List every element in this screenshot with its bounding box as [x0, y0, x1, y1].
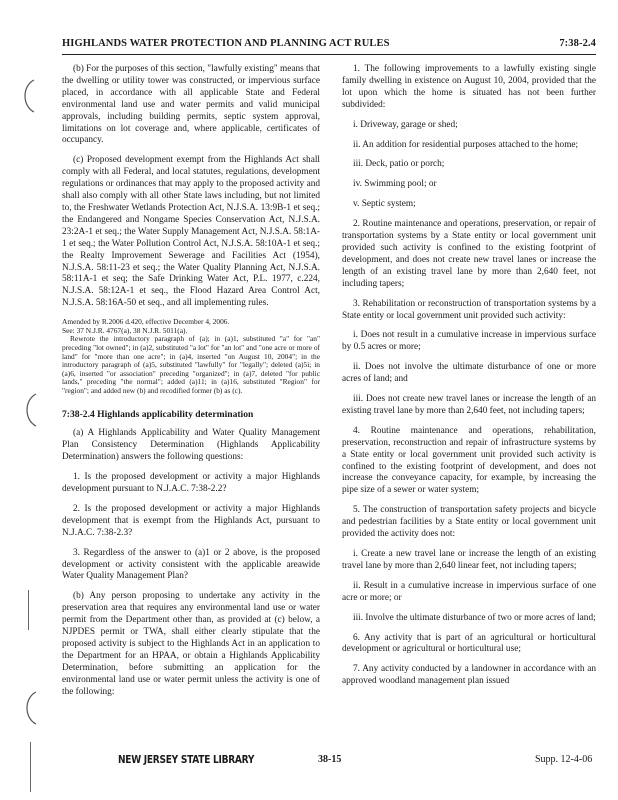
item-4: 4. Routine maintenance and operations, rehabilitation, preservation, reconstruction and repair of infrastructure systems by a State entity or local government unit provided such activity is confined to the existing footprint of development, and does not increase the conveyance capacity, for example, by increasing the pipe size of a sewer or water system; — [342, 425, 596, 496]
item-2: 2. Routine maintenance and operations, preservation, or repair of transportation systems by a State entity or local government unit provided such activity is confined to the existing footprint of development, and does not create new travel lanes or increase the length of an existing travel lane by more than 2,640 feet, not including tapers; — [342, 219, 596, 289]
item-1-ii: ii. An addition for residential purposes attached to the home; — [353, 139, 579, 150]
question-1: 1. Is the proposed development or activity a major Highlands development pursuant to N.J.A.C. 7:38-2.2? — [62, 472, 320, 494]
question-2: 2. Is the proposed development or activity a major Highlands development that is exempt from the Highlands Act, pursuant to N.J.A.C. 7:38-2.3? — [62, 503, 320, 538]
item-1-iv: iv. Swimming pool; or — [353, 179, 437, 190]
item-6: 6. Any activity that is part of an agricultural or horticultural development or agricultural or horticultural use; — [342, 632, 596, 655]
item-3-i: i. Does not result in a cumulative increase in impervious surface by 0.5 acres or more; — [342, 330, 596, 353]
paragraph-a-determination: (a) A Highlands Applicability and Water Quality Management Plan Consistency Determination (Highlands Applicability Determination) answers the following questions: — [62, 428, 320, 463]
item-5-iii: iii. Involve the ultimate disturbance of two or more acres of land; — [353, 612, 596, 623]
scan-edge-line — [28, 590, 29, 630]
amendment-line-1: Amended by R.2006 d.420, effective December 4, 2006. — [62, 317, 230, 327]
item-1: 1. The following improvements to a lawfully existing single family dwelling in existence on August 10, 2004, provided that the lot upon which the home is situated has not been further subdivided: — [342, 64, 596, 110]
question-3: 3. Regardless of the answer to (a)1 or 2 above, is the proposed development or activity consistent with the applicable areawide Water Quality Management Plan? — [62, 547, 320, 582]
section-heading: 7:38-2.4 Highlands applicability determination — [62, 409, 254, 421]
item-1-iii: iii. Deck, patio or porch; — [353, 159, 445, 170]
paragraph-b-permit-requirement: (b) Any person proposing to undertake any activity in the preservation area that requires any environmental land use or water permit from the Department other than, as provided at (c) below, a NJPDES permit or TWA, shall either clearly stipulate that the proposed activity is subject to the Highlands Act in an application to the Department for an HPAA, or obtain a Highlands Applicability Determination, before submitting an application for the environmental land use or water permit unless the activity is one of the following: — [62, 591, 320, 697]
amendment-note — [62, 318, 320, 395]
item-3: 3. Rehabilitation or reconstruction of transportation systems by a State entity or local government unit provided such activity: — [342, 298, 596, 321]
footer-page-number: 38-15 — [318, 754, 342, 765]
header-title: HIGHLANDS WATER PROTECTION AND PLANNING ACT RULES — [62, 38, 390, 49]
binder-hole-mark-bottom — [20, 690, 40, 726]
item-3-ii: ii. Does not involve the ultimate disturbance of one or more acres of land; and — [342, 362, 596, 385]
left-column — [62, 64, 320, 707]
item-5-ii: ii. Result in a cumulative increase in impervious surface of one acre or more; or — [342, 580, 596, 603]
running-header — [62, 38, 596, 55]
footer-library-stamp: NEW JERSEY STATE LIBRARY — [118, 754, 255, 766]
item-3-iii: iii. Does not create new travel lanes or increase the length of an existing travel lane by more than 2,640 feet, not including tapers; — [342, 394, 596, 416]
item-7: 7. Any activity conducted by a landowner in accordance with an approved woodland management plan issued — [342, 664, 596, 687]
paragraph-c-compliance: (c) Proposed development exempt from the Highlands Act shall comply with all Federal, and local statutes, regulations, development regulations or ordinances that may apply to the proposed activity and shall also comply with all other State laws including, but not limited to, the Freshwater Wetlands Protection Act, N.J.S.A. 13:9B-1 et seq.; the Endangered and Nongame Species Conservation Act, N.J.S.A. 23:2A-1 et seq.; the Water Supply Management Act, N.J.S.A. 58:1A-1 et seq.; the Water Pollution Control Act, N.J.S.A. 58:10A-1 et seq.; the Realty Improvement Sewerage and Facilities Act (1954), N.J.S.A. 58:11-23 et seq.; the Water Quality Planning Act, N.J.S.A. 58:11A-1 et seq; the Safe Drinking Water Act, P.L. 1977, c.224, N.J.S.A. 58:12A-1 et seq., the Flood Hazard Area Control Act, N.J.S.A. 58:16A-50 et seq., and all implementing rules. — [62, 155, 320, 309]
binder-hole-mark-middle — [20, 392, 40, 428]
binder-hole-mark-top — [18, 78, 38, 114]
item-1-v: v. Septic system; — [353, 199, 416, 210]
item-5: 5. The construction of transportation safety projects and bicycle and pedestrian facilities by a State entity or local government unit provided the activity does not: — [342, 505, 596, 540]
paragraph-b-lawfully-existing: (b) For the purposes of this section, "lawfully existing" means that the dwelling or utility tower was constructed, or impervious surface placed, in accordance with all applicable State and Federal environmental land use and water permits and valid municipal approvals, including building permits, septic system approval, limitations on lot coverage and, where applicable, certificates of occupancy. — [62, 64, 320, 146]
footer-supplement-date: Supp. 12-4-06 — [535, 754, 593, 765]
right-column — [342, 64, 596, 696]
amendment-line-3: Rewrote the introductory paragraph of (a); in (a)1, substituted "a" for "an" preceding "lot owned"; in (a)2, substituted "a lot" for "an lot" and "one acre or more of land" for "more than one acre"; in (a)4, inserted "on August 10, 2004"; in the introductory paragraph of (a)5, substituted "lawfully" for "legally"; deleted (a)5i; in (a)6, inserted "or association" preceding "organized"; in (a)7, deleted "for public lands," preceding "the normal"; added (a)11; in (a)16, substituted "Region" for "region"; and added new (b) and recodified former (b) as (c). — [62, 334, 320, 395]
header-section-number: 7:38-2.4 — [559, 38, 596, 49]
item-1-i: i. Driveway, garage or shed; — [353, 119, 458, 130]
amendment-line-2: See: 37 N.J.R. 4767(a), 38 N.J.R. 5011(a). — [62, 325, 188, 335]
scan-edge-line-lower — [30, 742, 31, 792]
item-5-i: i. Create a new travel lane or increase the length of an existing travel lane by more than 2,640 linear feet, not including tapers; — [342, 549, 596, 571]
